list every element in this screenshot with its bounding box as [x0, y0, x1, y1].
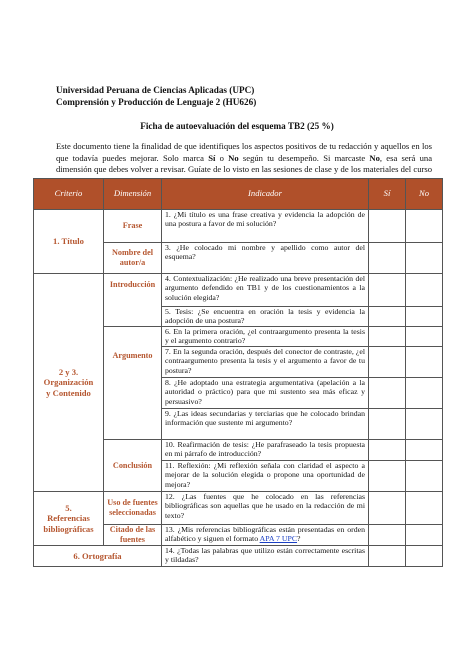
checkbox-no-8[interactable]	[406, 378, 443, 409]
checkbox-no-6[interactable]	[406, 327, 443, 347]
indicator-9: 9. ¿Las ideas secundarias y terciarias que he colocado brindan información que sustente mi argumento?	[162, 409, 369, 440]
dimension-citado: Citado de las fuentes	[104, 525, 162, 546]
header-si: Sí	[369, 179, 406, 210]
checkbox-si-13[interactable]	[369, 525, 406, 546]
criterion-organizacion-line3: y Contenido	[46, 387, 91, 398]
criterion-referencias	[34, 492, 104, 546]
checkbox-si-10[interactable]	[369, 440, 406, 461]
checkbox-no-5[interactable]	[406, 307, 443, 327]
indicator-4: 4. Contextualización: ¿He realizado una breve presentación del argumento defendido en TB1 y de los cuestionamientos a la solución elegida?	[162, 274, 369, 307]
dimension-nombre: Nombre del autor/a	[104, 243, 162, 274]
intro-si: Sí	[208, 152, 216, 163]
intro-text-1: Este documento tiene la finalidad de que identifiques los aspectos positivos de tu redacción y aquellos en los que todavía puedes mejorar. Solo marca	[56, 141, 432, 163]
indicator-13-text: 13. ¿Mis referencias bibliográficas están presentadas en orden alfabético y siguen el formato	[165, 525, 365, 544]
checkbox-si-14[interactable]	[369, 546, 406, 567]
intro-no-2: No	[369, 152, 380, 163]
indicator-14: 14. ¿Todas las palabras que utilizo están correctamente escritas y tildadas?	[162, 546, 369, 567]
checkbox-no-9[interactable]	[406, 409, 443, 440]
apa-7-upc-link[interactable]: APA 7 UPC	[259, 534, 298, 544]
dimension-fuentes: Uso de fuentes seleccionadas	[104, 492, 162, 525]
table-header-row	[34, 179, 443, 210]
indicator-3: 3. ¿He colocado mi nombre y apellido como autor del esquema?	[162, 243, 369, 274]
table-row	[34, 546, 443, 567]
criterion-organizacion-line2: Organización	[43, 377, 94, 388]
checkbox-no-12[interactable]	[406, 492, 443, 525]
criterion-ortografia: 6. Ortografía	[34, 546, 162, 567]
table-row	[34, 492, 443, 525]
header-no: No	[406, 179, 443, 210]
header-criterio: Criterio	[34, 179, 104, 210]
self-assessment-table	[33, 178, 443, 567]
checkbox-si-8[interactable]	[369, 378, 406, 409]
checkbox-si-9[interactable]	[369, 409, 406, 440]
checkbox-si-7[interactable]	[369, 347, 406, 378]
criterion-referencias-line3: bibliográficas	[43, 523, 94, 534]
checkbox-no-3[interactable]	[406, 243, 443, 274]
indicator-12: 12. ¿Las fuentes que he colocado en las referencias bibliográficas son aquellas que he usado en la redacción de mi texto?	[162, 492, 369, 525]
criterion-organizacion-line1: 2 y 3.	[58, 367, 79, 378]
checkbox-si-11[interactable]	[369, 461, 406, 492]
checkbox-no-4[interactable]	[406, 274, 443, 307]
checkbox-no-7[interactable]	[406, 347, 443, 378]
intro-text-2: según tu desempeño. Si marcaste	[238, 152, 370, 163]
indicator-13	[162, 525, 369, 546]
indicator-6: 6. En la primera oración, ¿el contraargumento presenta la tesis y el argumento contrario?	[162, 327, 369, 347]
checkbox-si-5[interactable]	[369, 307, 406, 327]
checkbox-si-6[interactable]	[369, 327, 406, 347]
checkbox-si-4[interactable]	[369, 274, 406, 307]
checkbox-no-10[interactable]	[406, 440, 443, 461]
criterion-referencias-line2: Referencias	[47, 513, 90, 524]
criterion-referencias-line1: 5.	[65, 503, 72, 514]
header-dimension: Dimensión	[104, 179, 162, 210]
dimension-introduccion: Introducción	[104, 274, 162, 327]
intro-text-3: , esa será una dimensión que debes volver a revisar. Guíate de lo visto en las sesiones de clase y de los materiales del curso	[56, 152, 433, 175]
checkbox-no-13[interactable]	[406, 525, 443, 546]
table-row	[34, 210, 443, 243]
header-indicador: Indicador	[162, 179, 369, 210]
checkbox-si-12[interactable]	[369, 492, 406, 525]
dimension-frase: Frase	[104, 210, 162, 243]
indicator-8: 8. ¿He adoptado una estrategia argumentativa (apelación a la autoridad o práctico) para que mi sustento sea más eficaz y persuasivo?	[162, 378, 369, 409]
intro-no: No	[228, 152, 239, 163]
checkbox-si-1[interactable]	[369, 210, 406, 243]
indicator-11: 11. Reflexión: ¿Mi reflexión señala con claridad el aspecto a mejorar de la solución elegida o propone una oportunidad de mejora?	[162, 461, 369, 492]
checkbox-no-11[interactable]	[406, 461, 443, 492]
criterion-organizacion	[34, 274, 104, 492]
checkbox-no-1[interactable]	[406, 210, 443, 243]
university-name: Universidad Peruana de Ciencias Aplicadas (UPC)	[56, 85, 255, 95]
criterion-titulo: 1. Título	[34, 210, 104, 274]
indicator-13-end: ?	[297, 534, 301, 544]
dimension-argumento: Argumento	[104, 327, 162, 440]
indicator-7: 7. En la segunda oración, después del conector de contraste, ¿el contraargumento presenta la tesis y el argumento a favor de tu postura?	[162, 347, 369, 378]
document-title: Ficha de autoevaluación del esquema TB2 (25 %)	[140, 121, 334, 131]
table-row	[34, 274, 443, 307]
indicator-5: 5. Tesis: ¿Se encuentra en oración la tesis y evidencia la adopción de una postura?	[162, 307, 369, 327]
indicator-1: 1. ¿Mi título es una frase creativa y evidencia la adopción de una postura a favor de mi solución?	[162, 210, 369, 243]
intro-text-o: o	[215, 152, 229, 163]
checkbox-no-14[interactable]	[406, 546, 443, 567]
dimension-conclusion: Conclusión	[104, 440, 162, 492]
checkbox-si-3[interactable]	[369, 243, 406, 274]
indicator-10: 10. Reafirmación de tesis: ¿He parafraseado la tesis propuesta en mi párrafo de introducción?	[162, 440, 369, 461]
course-name: Comprensión y Producción de Lenguaje 2 (HU626)	[56, 97, 257, 107]
